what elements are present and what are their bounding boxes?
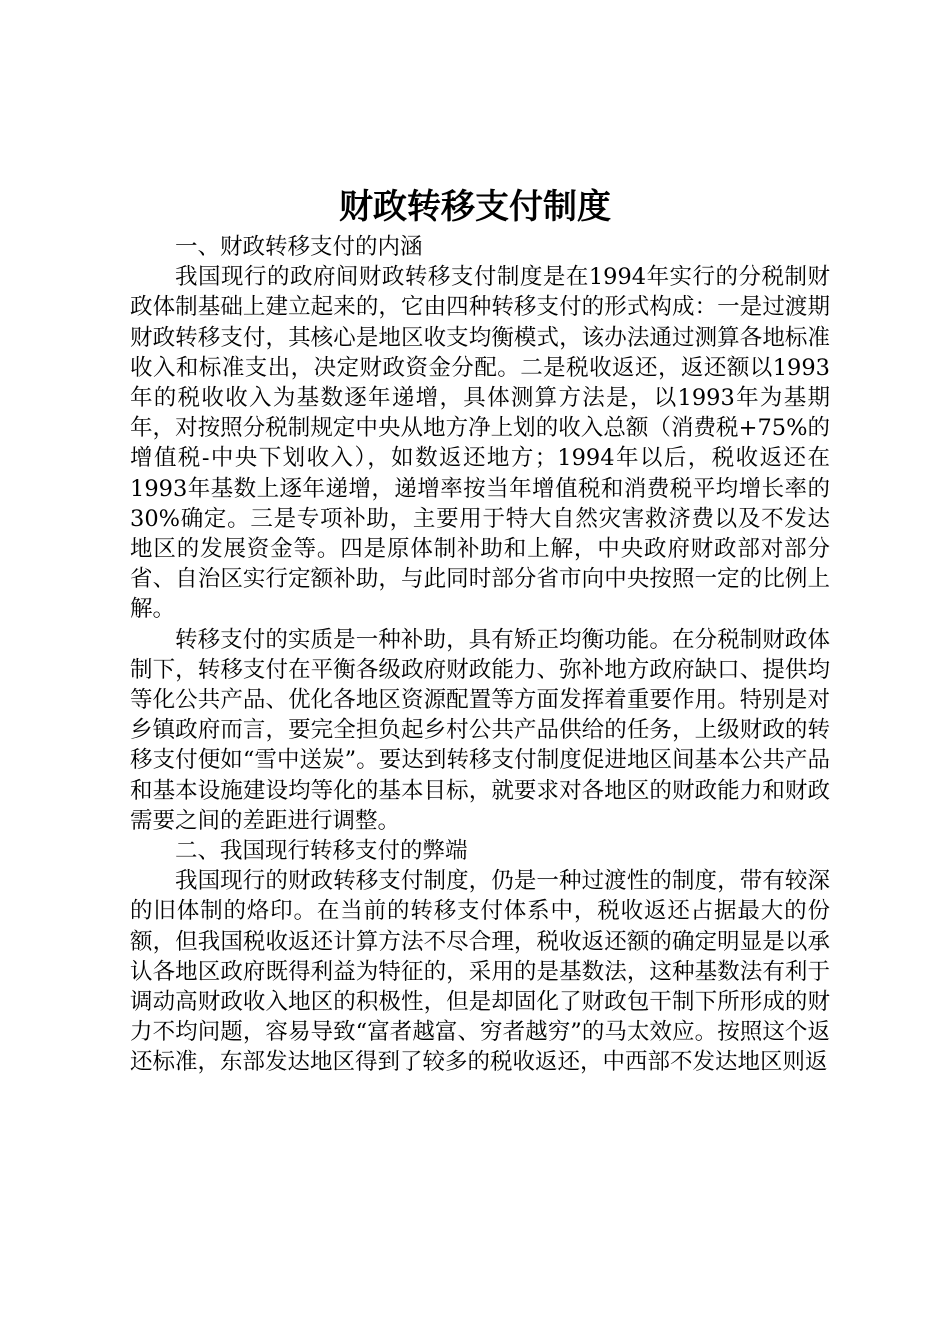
document-body bbox=[130, 232, 830, 1078]
paragraph: 我国现行的政府间财政转移支付制度是在1994年实行的分税制财政体制基础上建立起来的，它由四种转移支付的形式构成：一是过渡期财政转移支付，其核心是地区收支均衡模式，该办法通过测算各地标准收入和标准支出，决定财政资金分配。二是税收返还，返还额以1993年的税收收入为基数逐年递增，具体测算方法是，以1993年为基期年，对按照分税制规定中央从地方净上划的收入总额（消费税+75%的增值税-中央下划收入），如数返还地方；1994年以后，税收返还在1993年基数上逐年递增，递增率按当年增值税和消费税平均增长率的30%确定。三是专项补助，主要用于特大自然灾害救济费以及不发达地区的发展资金等。四是原体制补助和上解，中央政府财政部对部分省、自治区实行定额补助，与此同时部分省市向中央按照一定的比例上解。 bbox=[130, 264, 830, 623]
paragraph: 转移支付的实质是一种补助，具有矫正均衡功能。在分税制财政体制下，转移支付在平衡各级政府财政能力、弥补地方政府缺口、提供均等化公共产品、优化各地区资源配置等方面发挥着重要作用。特别是对乡镇政府而言，要完全担负起乡村公共产品供给的任务，上级财政的转移支付便如“雪中送炭”。要达到转移支付制度促进地区间基本公共产品和基本设施建设均等化的基本目标，就要求对各地区的财政能力和财政需要之间的差距进行调整。 bbox=[130, 626, 830, 834]
document-title: 财政转移支付制度 bbox=[339, 187, 611, 227]
paragraph: 我国现行的财政转移支付制度，仍是一种过渡性的制度，带有较深的旧体制的烙印。在当前的转移支付体系中，税收返还占据最大的份额，但我国税收返还计算方法不尽合理，税收返还额的确定明显是以承认各地区政府既得利益为特征的，采用的是基数法，这种基数法有利于调动高财政收入地区的积极性，但是却固化了财政包干制下所形成的财力不均问题，容易导致“富者越富、穷者越穷”的马太效应。按照这个返还标准，东部发达地区得到了较多的税收返还，中西部不发达地区则返 bbox=[130, 868, 830, 1076]
section-heading-2: 二、我国现行转移支付的弊端 bbox=[175, 838, 468, 865]
section-heading-1: 一、财政转移支付的内涵 bbox=[175, 234, 423, 260]
